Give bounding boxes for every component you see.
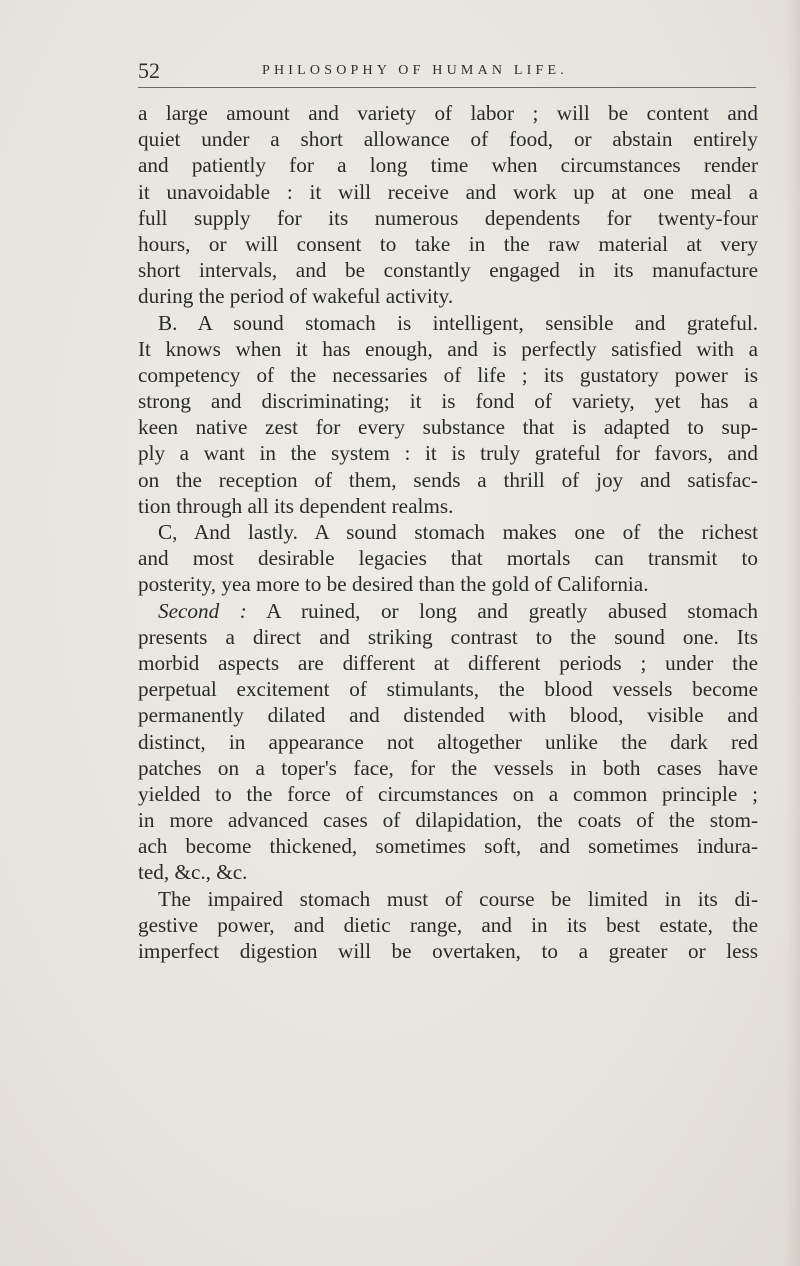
text-line: in more advanced cases of dilapidation, the coats of the stom- [138,808,758,833]
text-line: yielded to the force of circumstances on a common principle ; [138,781,758,806]
header-rule [138,87,756,88]
text-line: short intervals, and be constantly engaged in its manufacture [138,258,758,283]
page-edge-shadow [786,0,800,1266]
page-header [138,58,758,88]
text-line: competency of the necessaries of life ; its gustatory power is [138,362,758,387]
text-line: permanently dilated and distended with blood, visible and [138,703,758,728]
text-line: ply a want in the system : it is truly grateful for favors, and [138,441,758,466]
text-line: distinct, in appearance not altogether unlike the dark red [138,729,758,754]
text-line: ted, &c., &c. [138,860,248,885]
text-line: patches on a toper's face, for the vessels in both cases have [138,755,758,780]
text-line: it unavoidable : it will receive and work up at one meal a [138,179,758,204]
text-line: quiet under a short allowance of food, or abstain entirely [138,127,758,152]
italic-lead: Second : [158,598,247,623]
text-line: and patiently for a long time when circumstances render [138,153,758,178]
text-line: and most desirable legacies that mortals can transmit to [138,546,758,571]
text-line: tion through all its dependent realms. [138,493,454,518]
text-line: during the period of wakeful activity. [138,284,454,309]
text-line: The impaired stomach must of course be limited in its di- [158,886,758,911]
text-line: keen native zest for every substance that is adapted to sup- [138,415,758,440]
text-line: presents a direct and striking contrast to the sound one. Its [138,624,758,649]
text-line [138,598,758,624]
page-number: 52 [138,58,160,83]
text-line: perpetual excitement of stimulants, the blood vessels become [138,677,758,702]
text-line: a large amount and variety of labor ; will be content and [138,101,758,125]
text-line: strong and discriminating; it is fond of variety, yet has a [138,389,758,414]
text-line: ach become thickened, sometimes soft, and sometimes indura- [138,834,758,859]
text-line: morbid aspects are different at different periods ; under the [138,650,758,675]
text-line: hours, or will consent to take in the raw material at very [138,231,758,256]
text-line: It knows when it has enough, and is perfectly satisfied with a [138,336,758,361]
text-line: C, And lastly. A sound stomach makes one of the richest [158,520,758,544]
line-text: A ruined, or long and greatly abused stomach [266,598,758,623]
text-line: on the reception of them, sends a thrill of joy and satisfac- [138,467,758,492]
text-line: imperfect digestion will be overtaken, to a greater or less [138,939,758,963]
text-line: gestive power, and dietic range, and in its best estate, the [138,912,758,937]
running-title: PHILOSOPHY OF HUMAN LIFE. [262,63,568,78]
text-line: B. A sound stomach is intelligent, sensible and grateful. [158,310,758,335]
text-line: full supply for its numerous dependents for twenty-four [138,205,758,230]
text-line: posterity, yea more to be desired than the gold of California. [138,572,649,597]
body-text [138,100,758,964]
